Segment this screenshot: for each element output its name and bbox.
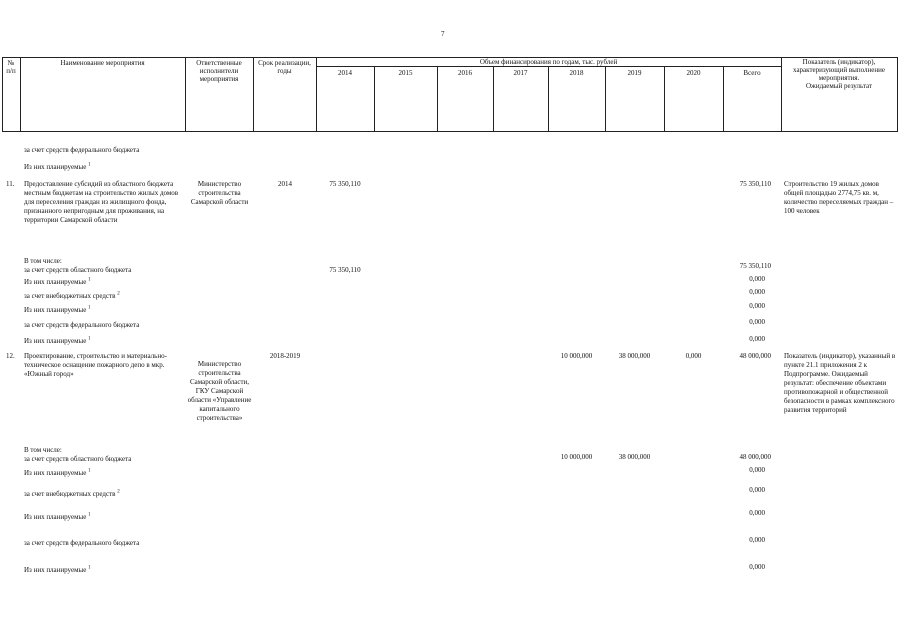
item11-regional: за счет средств областного бюджета	[24, 266, 132, 274]
header-funding: Объем финансирования по годам, тыс. рублей	[479, 58, 618, 66]
item11-planned1-total: 0,000	[749, 275, 765, 283]
header-indicator: Показатель (индикатор), характеризующий выполнение мероприятия. Ожидаемый результат	[793, 58, 885, 90]
row-planned-top: Из них планируемые $^1$	[24, 162, 91, 171]
item11-federal: за счет средств федерального бюджета	[24, 321, 140, 329]
item12-regional-2019: 38 000,000	[618, 453, 651, 461]
item12-extra: за счет внебюджетных средств $^2$	[24, 489, 120, 498]
item11-planned3: Из них планируемые $^1$	[24, 336, 91, 345]
page-mark: 7	[441, 30, 445, 38]
item11-incl: В том числе:	[24, 257, 62, 265]
header-period: Срок реализации, годы	[258, 59, 311, 75]
item12-incl: В том числе:	[24, 446, 62, 454]
header-year-2020: 2020	[686, 69, 701, 77]
item11-total: 75 350,110	[739, 180, 771, 188]
item11-planned2-total: 0,000	[749, 302, 765, 310]
item11-2014: 75 350,110	[329, 180, 361, 188]
header-num: № п/п	[6, 59, 16, 75]
header-year-2016: 2016	[458, 69, 472, 77]
item11-regional-2014: 75 350,110	[329, 266, 361, 274]
item11-planned1: Из них планируемые $^1$	[24, 277, 91, 286]
row-federal-top: за счет средств федерального бюджета	[24, 146, 140, 154]
item12-2018: 10 000,000	[560, 352, 593, 360]
item11-planned3-total: 0,000	[749, 335, 765, 343]
item12-2020: 0,000	[685, 352, 702, 360]
item12-planned1-total: 0,000	[749, 466, 765, 474]
item11-period: 2014	[278, 180, 292, 188]
header-year-2017: 2017	[513, 69, 528, 77]
header-name: Наименование мероприятия	[60, 59, 145, 67]
item12-indicator: Показатель (индикатор), указанный в пункте 21.1 приложения 2 к Подпрограмме. Ожидаемый результат: обеспечение объектами противопожарной и общественной безопасности в рамках комплексного развития территорий	[784, 352, 896, 414]
item12-planned2-total: 0,000	[749, 509, 765, 517]
item11-federal-total: 0,000	[749, 318, 765, 326]
item11-executor: Министерство строительства Самарской области	[190, 180, 249, 206]
item11-name: Предоставление субсидий из областного бюджета местным бюджетам на строительство жилых домов для переселения граждан из жилищного фонда, признанного непригодным для проживания, на территории Самарской области	[24, 180, 179, 224]
item12-regional-total: 48 000,000	[739, 453, 771, 461]
item12-planned1: Из них планируемые $^1$	[24, 468, 91, 477]
header-year-2014: 2014	[338, 69, 352, 77]
item12-2019: 38 000,000	[618, 352, 651, 360]
header-year-2018: 2018	[569, 69, 584, 77]
item12-regional: за счет средств областного бюджета	[24, 455, 132, 463]
item12-planned3-total: 0,000	[749, 563, 765, 571]
item11-extra-total: 0,000	[749, 288, 765, 296]
item11-regional-total: 75 350,110	[739, 262, 771, 270]
item12-name: Проектирование, строительство и материально-техническое оснащение пожарного депо в мкр. «Южный город»	[24, 352, 167, 378]
item12-planned3: Из них планируемые $^1$	[24, 565, 91, 574]
item11-num: 11.	[6, 180, 15, 188]
item12-federal-total: 0,000	[749, 536, 765, 544]
item12-planned2: Из них планируемые $^1$	[24, 512, 91, 521]
item12-period: 2018-2019	[269, 352, 301, 360]
item12-federal: за счет средств федерального бюджета	[24, 539, 140, 547]
item11-extra: за счет внебюджетных средств $^2$	[24, 291, 120, 300]
item12-total: 48 000,000	[739, 352, 771, 360]
item12-executor: Министерство строительства Самарской области, ГКУ Самарской области «Управление капитального строительства»	[187, 360, 252, 422]
header-executor: Ответственные исполнители мероприятия	[196, 59, 242, 83]
header-year-2019: 2019	[627, 69, 642, 77]
header-year-2015: 2015	[398, 69, 413, 77]
item12-extra-total: 0,000	[749, 486, 765, 494]
item12-regional-2018: 10 000,000	[560, 453, 593, 461]
header-total: Всего	[743, 69, 761, 77]
item11-planned2: Из них планируемые $^1$	[24, 305, 91, 314]
item11-indicator: Строительство 19 жилых домов общей площадью 2774,75 кв. м, количество переселяемых граждан – 100 человек	[784, 180, 894, 215]
item12-num: 12.	[6, 352, 15, 360]
